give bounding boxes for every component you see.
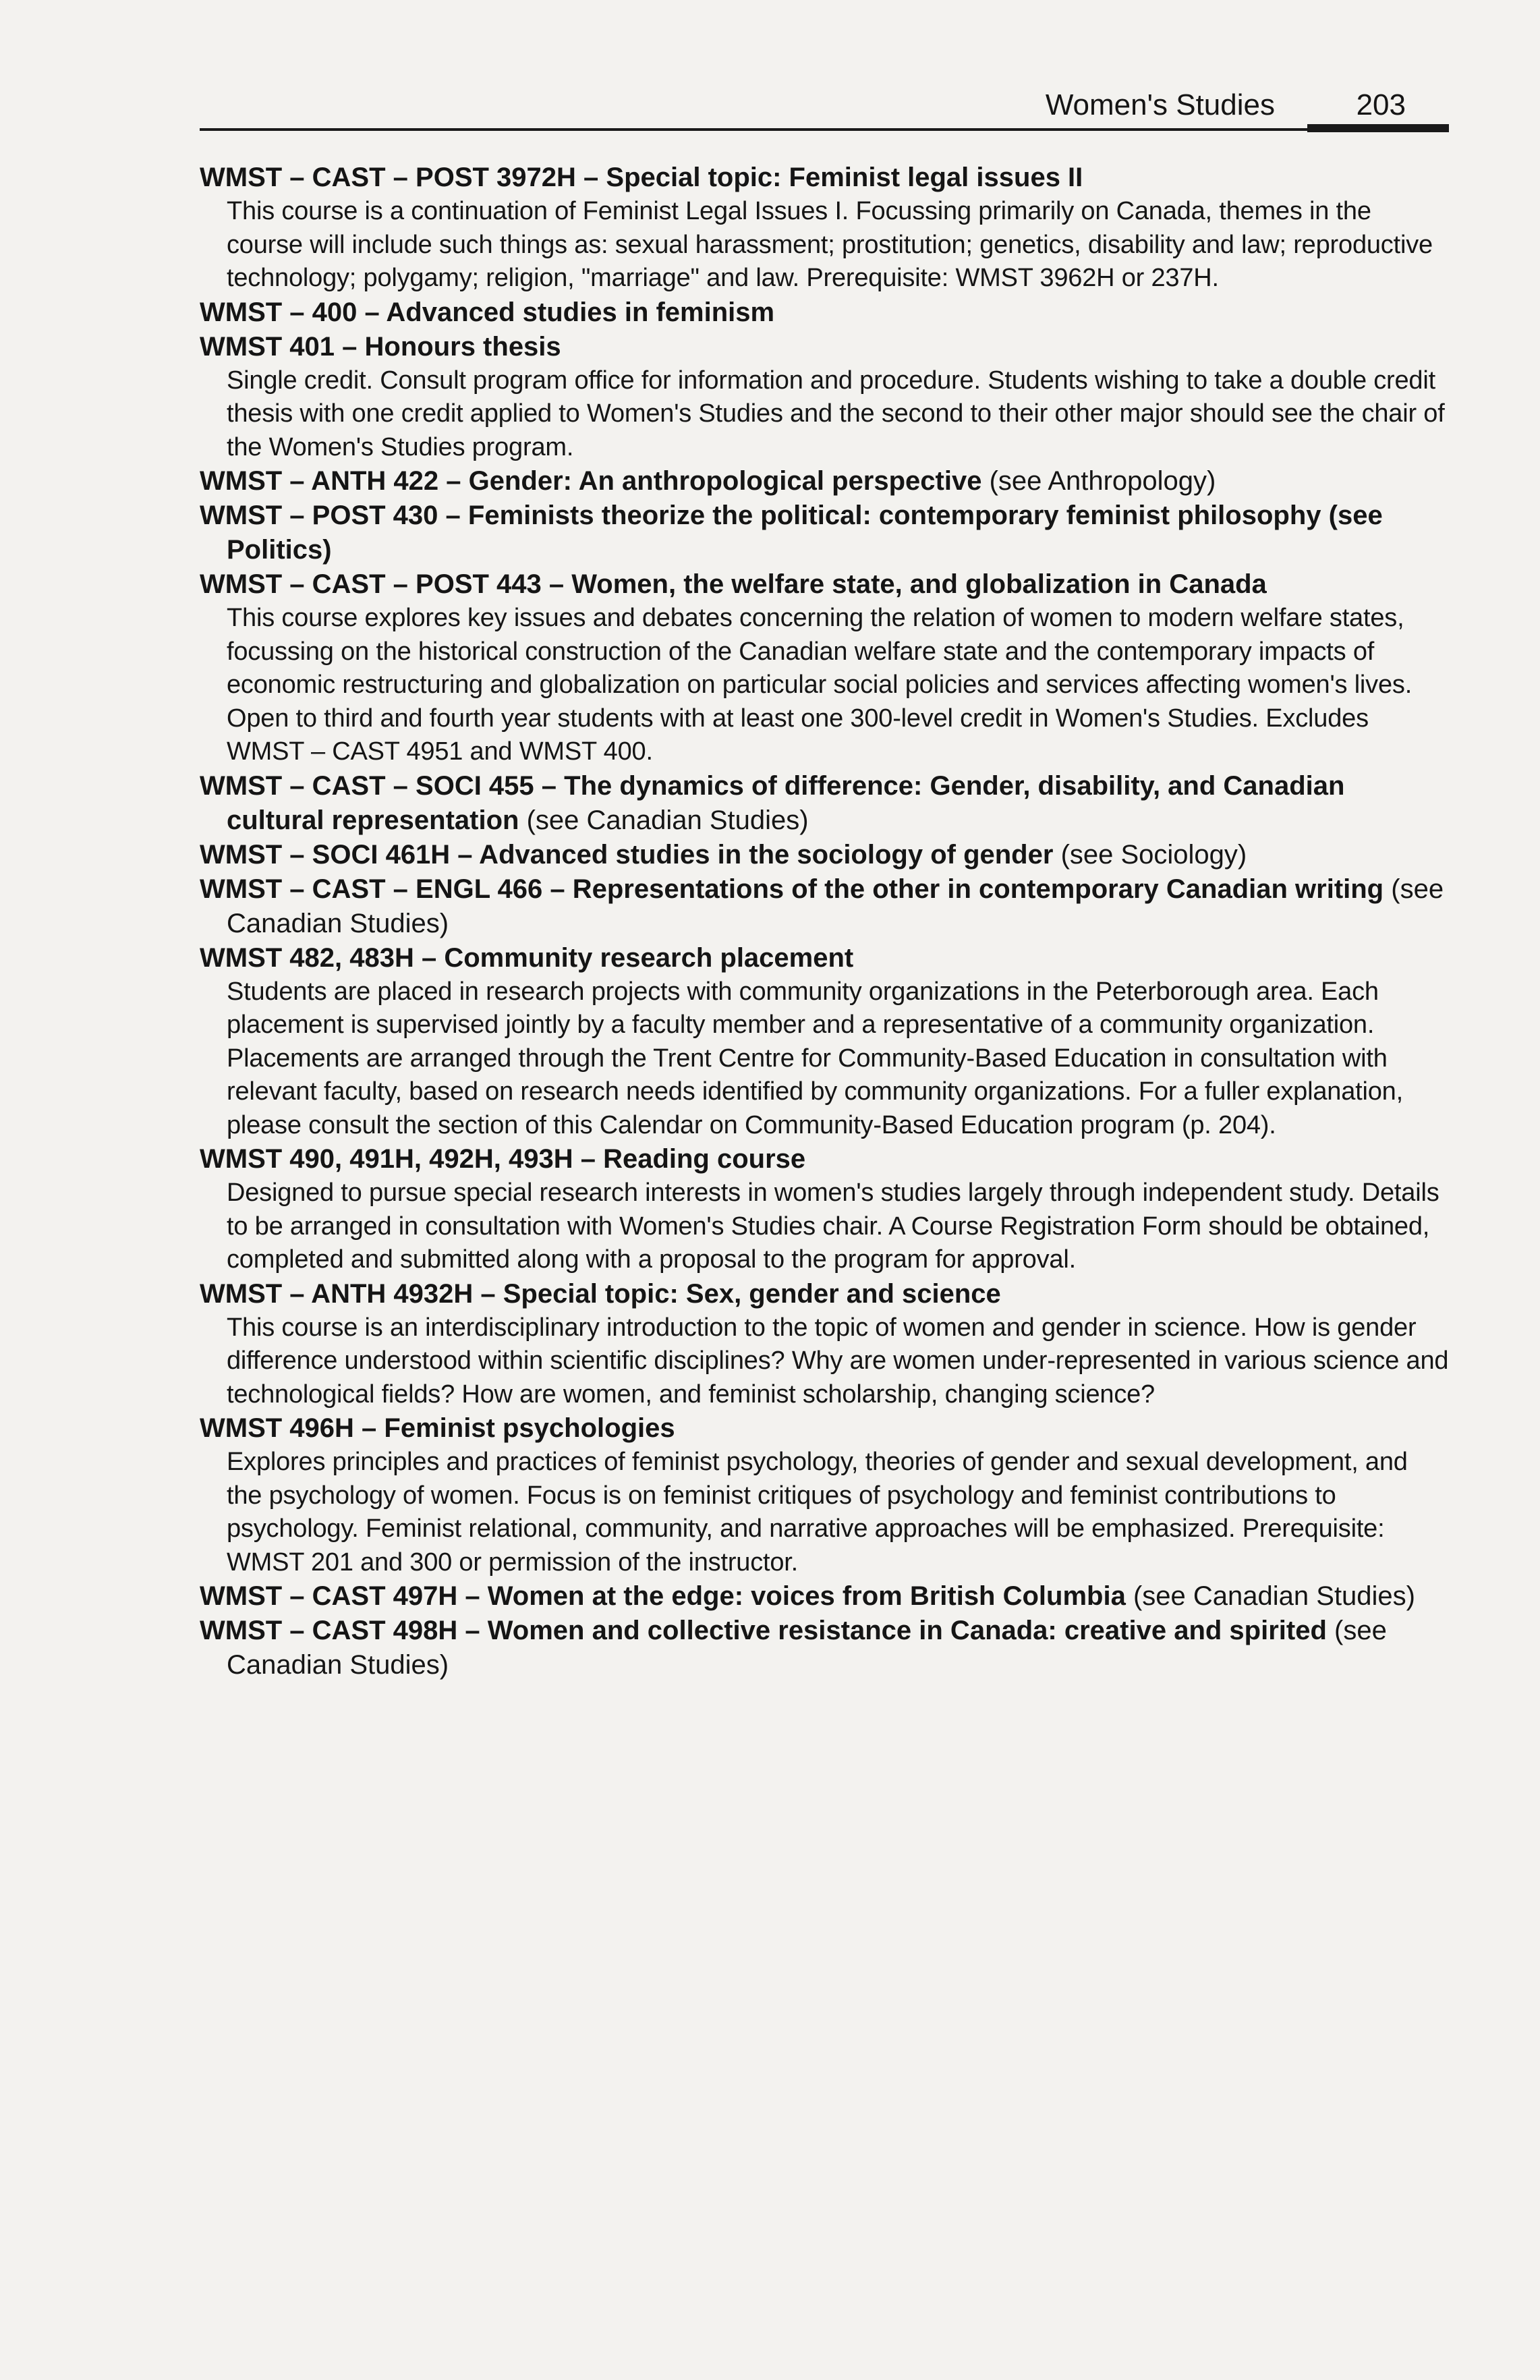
course-title: WMST 482, 483H – Community research placement [200, 942, 854, 973]
course-title: WMST – CAST – SOCI 455 – The dynamics of difference: Gender, disability, and Canadian cultural representation (see Canadian Studies) [200, 770, 1345, 835]
course-entry-3972h [200, 161, 1449, 295]
course-entry-466 [200, 872, 1449, 941]
course-entry-422 [200, 464, 1449, 499]
course-description: This course is an interdisciplinary introduction to the topic of women and gender in science. How is gender difference understood within scientific disciplines? Why are women under-represented in various science and technological fields? How are women, and feminist scholarship, changing science? [227, 1313, 1449, 1409]
cross-reference: (see Canadian Studies) [1133, 1581, 1415, 1611]
cross-reference: (see Sociology) [1060, 839, 1247, 870]
course-title: WMST – CAST – POST 443 – Women, the welfare state, and globalization in Canada [200, 569, 1267, 599]
page-number: 203 [1356, 88, 1406, 121]
header-bar [1307, 124, 1449, 132]
running-head-title: Women's Studies [1045, 88, 1275, 121]
course-title: WMST – 400 – Advanced studies in feminism [200, 297, 775, 327]
course-entry-497h [200, 1579, 1449, 1614]
course-description: Designed to pursue special research interests in women's studies largely through independent study. Details to be arranged in consultation with Women's Studies chair. A Course Registration Form should be obtained, completed and submitted along with a proposal to the program for approval. [227, 1179, 1439, 1274]
course-entry-455 [200, 769, 1449, 838]
course-entry-430 [200, 499, 1449, 567]
course-entry-401 [200, 330, 1449, 465]
course-entry-482 [200, 941, 1449, 1143]
course-entry-490 [200, 1142, 1449, 1277]
course-title: WMST – ANTH 422 – Gender: An anthropological perspective (see Anthropology) [200, 466, 1216, 496]
course-title: WMST – CAST – POST 3972H – Special topic: Feminist legal issues II [200, 163, 1083, 192]
course-description: This course explores key issues and debates concerning the relation of women to modern welfare states, focussing on the historical construction of the Canadian welfare state and the contemporary impacts of economic restructuring and globalization on particular social policies and services affecting women's lives. Open to third and fourth year students with at least one 300-level credit in Women's Studies. Excludes WMST – CAST 4951 and WMST 400. [227, 604, 1413, 766]
course-title: WMST – SOCI 461H – Advanced studies in the sociology of gender (see Sociology) [200, 839, 1247, 870]
course-description: This course is a continuation of Feminist Legal Issues I. Focussing primarily on Canada, themes in the course will include such things as: sexual harassment; prostitution; genetics, disability and law; reproductive technology; polygamy; religion, "marriage" and law. Prerequisite: WMST 3962H or 237H. [227, 197, 1433, 292]
cross-reference: (see Canadian Studies) [227, 1616, 1387, 1680]
course-entry-400 [200, 295, 1449, 330]
header-rule [200, 128, 1449, 131]
course-title: WMST – CAST 497H – Women at the edge: voices from British Columbia (see Canadian Studies) [200, 1581, 1415, 1611]
course-list [200, 161, 1449, 1682]
course-description: Explores principles and practices of feminist psychology, theories of gender and sexual development, and the psychology of women. Focus is on feminist critiques of psychology and feminist contributions to psychology. Feminist relational, community, and narrative approaches will be emphasized. Prerequisite: WMST 201 and 300 or permission of the instructor. [227, 1448, 1408, 1577]
course-entry-4932h [200, 1277, 1449, 1412]
course-title: WMST – ANTH 4932H – Special topic: Sex, gender and science [200, 1278, 1001, 1309]
page-header [200, 80, 1449, 134]
course-entry-498h [200, 1614, 1449, 1682]
course-entry-496h [200, 1411, 1449, 1579]
course-entry-443 [200, 567, 1449, 769]
course-title: WMST – CAST 498H – Women and collective resistance in Canada: creative and spirited (see Canadian Studies) [200, 1616, 1387, 1680]
course-entry-461h [200, 838, 1449, 872]
course-title: WMST 496H – Feminist psychologies [200, 1413, 675, 1443]
course-title: WMST 490, 491H, 492H, 493H – Reading course [200, 1144, 806, 1174]
course-title: WMST – CAST – ENGL 466 – Representations of the other in contemporary Canadian writing (see Canadian Studies) [200, 874, 1444, 938]
course-description: Single credit. Consult program office for information and procedure. Students wishing to take a double credit thesis with one credit applied to Women's Studies and the second to their other major should see the chair of the Women's Studies program. [227, 366, 1445, 461]
course-title: WMST – POST 430 – Feminists theorize the political: contemporary feminist philosophy (see Politics) [200, 501, 1383, 565]
cross-reference: (see Anthropology) [989, 466, 1216, 496]
course-description: Students are placed in research projects with community organizations in the Peterborough area. Each placement is supervised jointly by a faculty member and a representative of a community organization. Placements are arranged through the Trent Centre for Community-Based Education in consultation with relevant faculty, based on research needs identified by community organizations. For a fuller explanation, please consult the section of this Calendar on Community-Based Education program (p. 204). [227, 977, 1403, 1139]
course-title: WMST 401 – Honours thesis [200, 331, 561, 362]
cross-reference: (see Canadian Studies) [526, 805, 809, 835]
cross-reference: (see Canadian Studies) [227, 874, 1444, 938]
